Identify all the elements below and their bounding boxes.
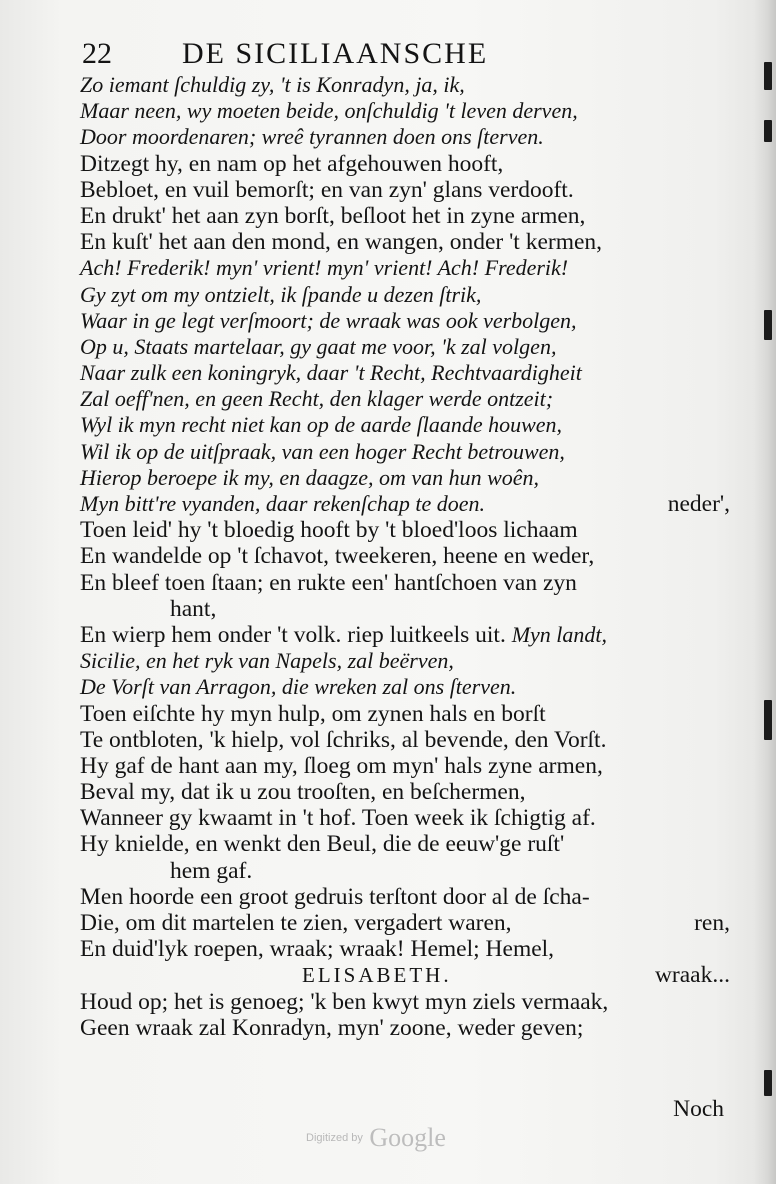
verse-line-text: Gy zyt om my ontzielt, ik ſpande u dezen ſtrik, (80, 281, 482, 307)
verse-line (80, 177, 740, 203)
verse-line-text: Die, om dit martelen te zien, vergadert waren, (80, 910, 512, 936)
verse-line (80, 229, 740, 255)
verse-line (80, 884, 740, 910)
verse-line (80, 622, 740, 648)
verse-line (80, 308, 740, 334)
verse-line-text: Beval my, dat ik u zou trooſten, en beſchermen, (80, 779, 526, 806)
verse-line-text: Naar zulk een koningryk, daar 't Recht, Rechtvaardigheit (80, 360, 582, 386)
verse-line-text: En wierp hem onder 't volk. riep luitkeels uit. (80, 621, 512, 648)
verse-line (80, 439, 740, 465)
verse-line (80, 858, 740, 884)
verse-line-text: Hy gaf de hant aan my, ſloeg om myn' hals zyne armen, (80, 752, 603, 779)
edge-mark (764, 310, 772, 340)
verse-line (80, 753, 740, 779)
verse-line (80, 989, 740, 1015)
verse-line-text: Zal oeff'nen, en geen Recht, den klager werde ontzeit; (80, 386, 554, 412)
edge-mark (764, 1070, 772, 1096)
verse-line (80, 727, 740, 753)
verse-line (80, 936, 740, 962)
verse-line-text: Hierop beroepe ik my, en daagze, om van hun woên, (80, 464, 540, 490)
verse-line (80, 596, 740, 622)
verse-line (80, 805, 740, 831)
verse-line-text: Toen leid' hy 't bloedig hooft by 't bloed'loos lichaam (80, 517, 578, 544)
verse-line-right: ren, (694, 910, 730, 936)
verse-line (80, 360, 740, 386)
verse-line (80, 98, 740, 124)
verse-line-text: En kuſt' het aan den mond, en wangen, onder 't kermen, (80, 229, 603, 256)
verse-line (80, 491, 740, 517)
page-header (82, 36, 642, 72)
watermark-prefix: Digitized by (306, 1132, 363, 1144)
page-number: 22 (82, 37, 112, 70)
verse-line (80, 570, 740, 596)
verse-line-text: Men hoorde een groot gedruis terſtont door al de ſcha- (80, 883, 590, 910)
verse-line (80, 412, 740, 438)
verse-line-text: De Vorſt van Arragon, die wreken zal ons ſterven. (80, 674, 517, 700)
verse-line-text: Wanneer gy kwaamt in 't hof. Toen week ik ſchigtig af. (80, 805, 596, 832)
verse-line (80, 910, 740, 936)
verse-line-text: Toen eiſchte hy myn hulp, om zynen hals en borſt (80, 700, 546, 727)
verse-line (80, 831, 740, 857)
page-edge (754, 0, 776, 1184)
verse-line (80, 124, 740, 150)
verse-line (80, 151, 740, 177)
verse-line-tail: Myn landt, (511, 621, 608, 647)
verse-line-text: Door moordenaren; wreê tyrannen doen ons ſterven. (80, 124, 544, 150)
digitized-watermark (306, 1122, 446, 1154)
verse-line-text: Ach! Frederik! myn' vrient! myn' vrient! Ach! Frederik! (80, 255, 569, 281)
verse-line-text: Wyl ik myn recht niet kan op de aarde ſlaande houwen, (80, 412, 563, 438)
verse-line-text: Houd op; het is genoeg; 'k ben kwyt myn ziels vermaak, (80, 988, 609, 1015)
verse-line (80, 334, 740, 360)
speaker-line-right: wraak... (654, 962, 730, 989)
verse-line-text: Hy knielde, en wenkt den Beul, die de eeuw'ge ruſt' (80, 831, 565, 858)
verse-line (80, 543, 740, 569)
speaker-name: ELISABETH. (302, 963, 452, 988)
verse-line (80, 517, 740, 543)
verse-line (80, 779, 740, 805)
verse-line-text: Bebloet, en vuil bemorſt; en van zyn' glans verdooft. (80, 176, 574, 203)
verse-line-text: Op u, Staats martelaar, gy gaat me voor, 'k zal volgen, (80, 333, 557, 359)
verse-line-text: Geen wraak zal Konradyn, myn' zoone, weder geven; (80, 1014, 584, 1041)
verse-line (80, 72, 740, 98)
verse-line (80, 203, 740, 229)
verse-line-text: Waar in ge legt verſmoort; de wraak was ook verbolgen, (80, 307, 577, 333)
edge-mark (764, 120, 772, 142)
verse-text (80, 72, 740, 1041)
verse-line-text: Myn bitt're vyanden, daar rekenſchap te doen. (80, 491, 486, 516)
edge-mark (764, 62, 772, 90)
verse-line-text: En drukt' het aan zyn borſt, beſloot het in zyne armen, (80, 202, 586, 229)
verse-line-text: En wandelde op 't ſchavot, tweekeren, heene en weder, (80, 543, 595, 570)
catchword: Noch (673, 1096, 724, 1122)
verse-line-text: Zo iemant ſchuldig zy, 't is Konradyn, ja, ik, (80, 72, 465, 97)
verse-line-text: En duid'lyk roepen, wraak; wraak! Hemel; Hemel, (80, 936, 555, 963)
google-logo: Google (369, 1123, 446, 1152)
verse-line (80, 386, 740, 412)
verse-line-text: Wil ik op de uitſpraak, van een hoger Recht betrouwen, (80, 438, 565, 464)
verse-line (80, 674, 740, 700)
verse-line-text: hant, (170, 595, 217, 622)
verse-line-text: Maar neen, wy moeten beide, onſchuldig 't leven derven, (80, 98, 578, 124)
verse-line (80, 282, 740, 308)
verse-line-right: neder', (667, 491, 730, 517)
verse-line-text: En bleef toen ſtaan; en rukte een' hantſchoen van zyn (80, 569, 577, 596)
running-head: DE SICILIAANSCHE (182, 37, 489, 70)
verse-line (80, 648, 740, 674)
edge-mark (764, 700, 772, 740)
verse-line (80, 255, 740, 281)
verse-line-text: Ditzegt hy, en nam op het afgehouwen hooft, (80, 150, 504, 177)
verse-line-text: Sicilie, en het ryk van Napels, zal beërven, (80, 648, 454, 674)
verse-line-text: hem gaf. (170, 857, 253, 884)
verse-line (80, 701, 740, 727)
speaker-line (80, 962, 740, 988)
verse-line (80, 465, 740, 491)
verse-line (80, 1015, 740, 1041)
verse-line-text: Te ontbloten, 'k hielp, vol ſchriks, al bevende, den Vorſt. (80, 726, 607, 753)
